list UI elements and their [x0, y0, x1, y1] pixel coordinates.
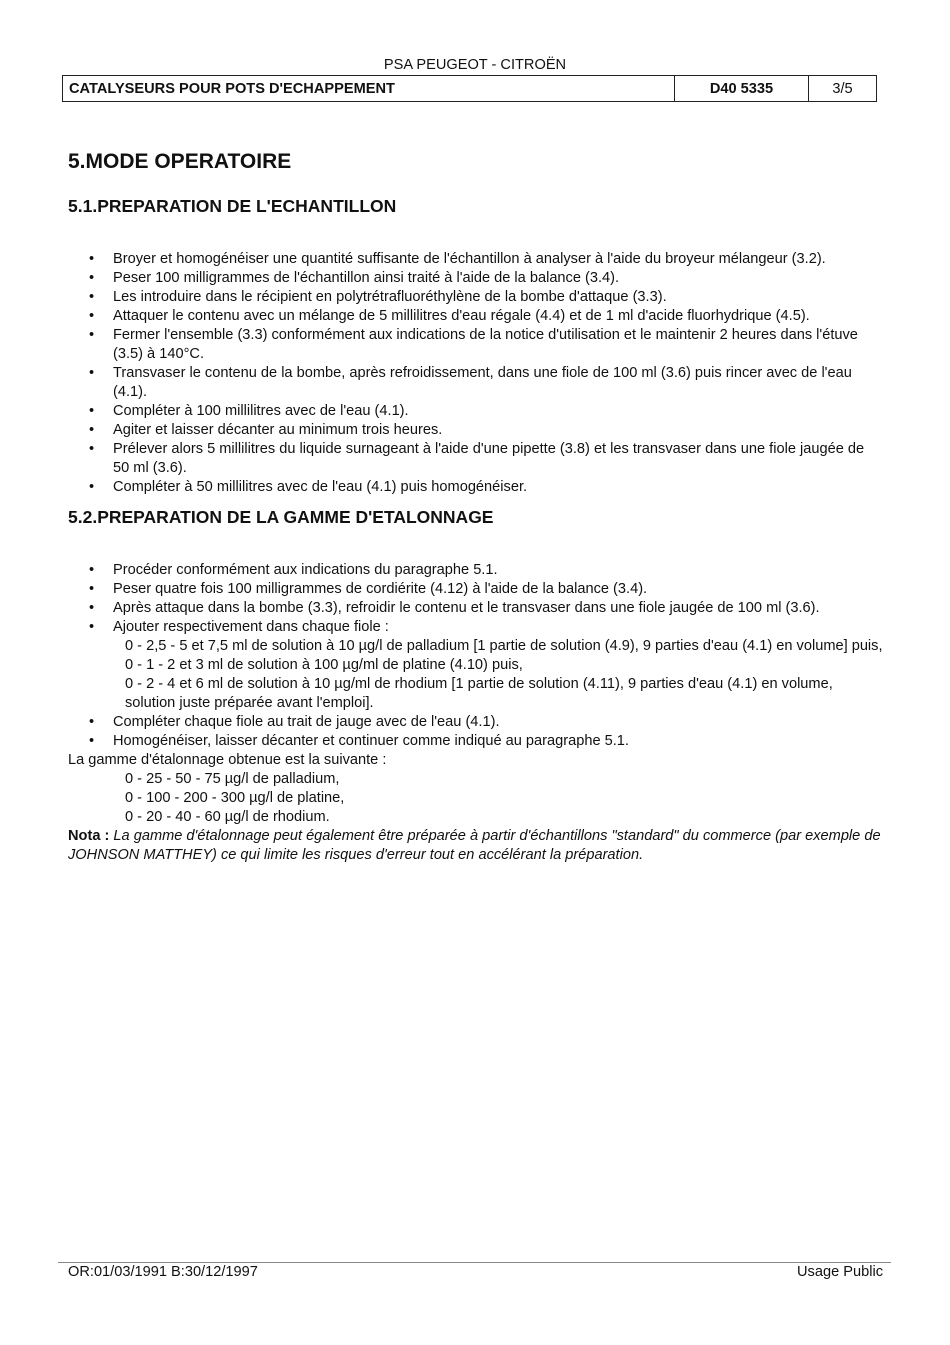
ajout-line: 0 - 2,5 - 5 et 7,5 ml de solution à 10 µg/l de palladium [1 partie de solution (4.9), 9 parties d'eau (4.1) en volume] puis, [125, 638, 883, 654]
list-item: • Agiter et laisser décanter au minimum trois heures. [89, 422, 443, 438]
list-item: • Ajouter respectivement dans chaque fiole : 0 - 2,5 - 5 et 7,5 ml de solution à 10 µg/l de palladium [1 partie de solution (4.9), 9 parties d'eau (4.1) en volume] puis, 0 - 1 - 2 et 3 ml de solution à 100 µg/ml de platine (4.10) puis, 0 - 2 - 4 et 6 ml de solution à 10 µg/ml de rhodium [1 partie de solution (4.11), 9 parties d'eau (4.1) en volume, solution juste préparée avant l'emploi]. [89, 619, 883, 711]
list-item: • Homogénéiser, laisser décanter et continuer comme indiqué au paragraphe 5.1. [89, 733, 629, 749]
footer-usage: Usage Public [797, 1264, 883, 1280]
list-item: • Broyer et homogénéiser une quantité suffisante de l'échantillon à analyser à l'aide du broyeur mélangeur (3.2). [89, 251, 826, 267]
gamme-intro: La gamme d'étalonnage obtenue est la suivante : [68, 752, 387, 768]
page-content [68, 148, 883, 865]
list-item: • Compléter à 50 millilitres avec de l'eau (4.1) puis homogénéiser. [89, 479, 528, 495]
ajout-line: 0 - 1 - 2 et 3 ml de solution à 100 µg/ml de platine (4.10) puis, [125, 657, 523, 673]
nota-label: Nota : [68, 828, 110, 844]
list-item: • Peser 100 milligrammes de l'échantillon ainsi traité à l'aide de la balance (3.4). [89, 270, 620, 286]
footer-dates: OR:01/03/1991 B:30/12/1997 [68, 1264, 258, 1280]
subsection-title-5-1: 5.1.PREPARATION DE L'ECHANTILLON [68, 196, 397, 216]
list-item: • Après attaque dans la bombe (3.3), refroidir le contenu et le transvaser dans une fiole jaugée de 100 ml (3.6). [89, 600, 820, 616]
document-title: CATALYSEURS POUR POTS D'ECHAPPEMENT [63, 76, 675, 101]
document-number: D40 5335 [675, 76, 809, 101]
header-table [62, 75, 877, 102]
page-number: 3/5 [832, 81, 853, 97]
list-item: • Peser quatre fois 100 milligrammes de cordiérite (4.12) à l'aide de la balance (3.4). [89, 581, 648, 597]
list-item: • Compléter chaque fiole au trait de jauge avec de l'eau (4.1). [89, 714, 500, 730]
gamme-line: 0 - 100 - 200 - 300 µg/l de platine, [125, 790, 345, 806]
nota-paragraph [68, 827, 883, 865]
ajout-line: 0 - 2 - 4 et 6 ml de solution à 10 µg/ml de rhodium [1 partie de solution (4.11), 9 parties d'eau (4.1) en volume, solution juste préparée avant l'emploi]. [125, 676, 833, 711]
list-item: • Transvaser le contenu de la bombe, après refroidissement, dans une fiole de 100 ml (3.6) puis rincer avec de l'eau (4.1). [89, 365, 852, 400]
sample-preparation-list [68, 250, 883, 497]
calibration-list [68, 561, 883, 751]
gamme-line: 0 - 25 - 50 - 75 µg/l de palladium, [125, 771, 340, 787]
list-item: • Prélever alors 5 millilitres du liquide surnageant à l'aide d'une pipette (3.8) et les transvaser dans une fiole jaugée de 50 ml (3.6). [89, 441, 865, 476]
nota-text: La gamme d'étalonnage peut également être préparée à partir d'échantillons "standard" du commerce (par exemple de JOHNSON MATTHEY) ce qui limite les risques d'erreur tout en accélérant la préparation. [68, 828, 881, 863]
list-item: • Procéder conformément aux indications du paragraphe 5.1. [89, 562, 498, 578]
footer-divider [58, 1262, 891, 1263]
list-item: • Attaquer le contenu avec un mélange de 5 millilitres d'eau régale (4.4) et de 1 ml d'acide fluorhydrique (4.5). [89, 308, 810, 324]
list-item: • Les introduire dans le récipient en polytrétrafluoréthylène de la bombe d'attaque (3.3). [89, 289, 667, 305]
list-item: • Compléter à 100 millilitres avec de l'eau (4.1). [89, 403, 409, 419]
company-name: PSA PEUGEOT - CITROËN [383, 57, 567, 73]
subsection-title-5-2: 5.2.PREPARATION DE LA GAMME D'ETALONNAGE [68, 507, 494, 527]
list-item: • Fermer l'ensemble (3.3) conformément aux indications de la notice d'utilisation et le maintenir 2 heures dans l'étuve (3.5) à 140°C. [89, 327, 858, 362]
gamme-line: 0 - 20 - 40 - 60 µg/l de rhodium. [125, 809, 330, 825]
section-title: 5.MODE OPERATOIRE [68, 150, 292, 173]
